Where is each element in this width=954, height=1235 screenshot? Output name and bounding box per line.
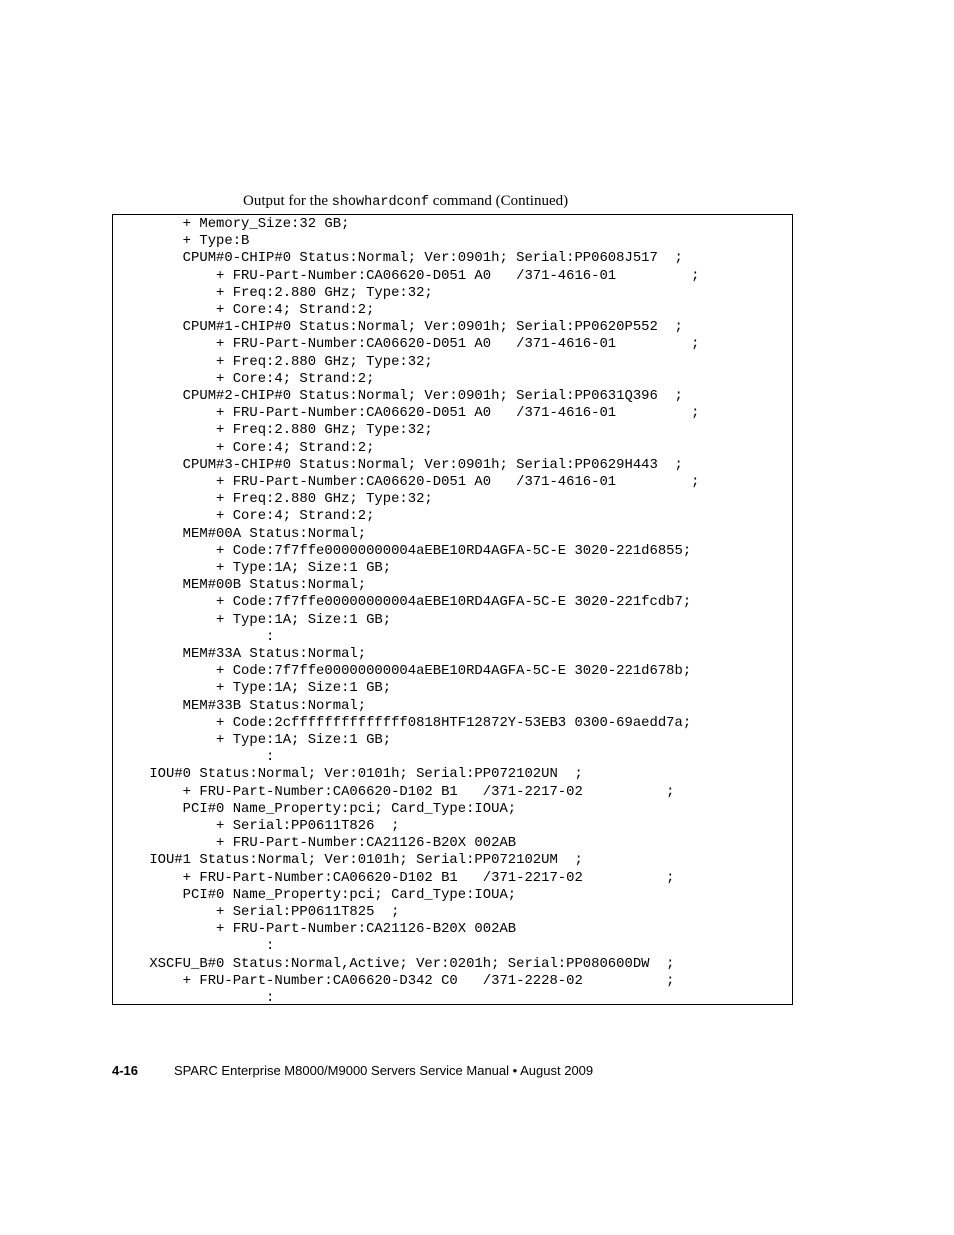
code-line: + FRU-Part-Number:CA06620-D051 A0 /371-4616-01 ;	[116, 336, 700, 353]
code-line: + FRU-Part-Number:CA21126-B20X 002AB	[116, 835, 517, 852]
code-line: + Type:1A; Size:1 GB;	[116, 611, 392, 628]
code-line: + FRU-Part-Number:CA06620-D051 A0 /371-4616-01 ;	[116, 474, 700, 490]
caption-suffix: command (Continued)	[428, 193, 569, 209]
code-line: + Core:4; Strand:2;	[116, 439, 375, 456]
caption-command: showhardconf	[331, 195, 429, 210]
code-line: + Type:B	[116, 233, 250, 250]
code-line: PCI#0 Name_Property:pci; Card_Type:IOUA;	[116, 886, 517, 903]
code-line: + FRU-Part-Number:CA06620-D051 A0 /371-4616-01 ;	[116, 267, 700, 284]
code-line: :	[116, 990, 275, 1005]
code-line: CPUM#0-CHIP#0 Status:Normal; Ver:0901h; Serial:PP0608J517 ;	[116, 250, 683, 267]
footer-separator: •	[512, 1063, 518, 1078]
code-line: :	[116, 938, 275, 955]
code-line: + FRU-Part-Number:CA06620-D051 A0 /371-4616-01 ;	[116, 405, 700, 422]
code-line: + Memory_Size:32 GB;	[116, 216, 350, 232]
code-line: + FRU-Part-Number:CA06620-D102 B1 /371-2217-02 ;	[116, 869, 675, 886]
code-listing-box	[112, 214, 793, 1005]
code-line: + Serial:PP0611T826 ;	[116, 818, 400, 834]
page-footer	[112, 1063, 593, 1079]
code-caption	[243, 191, 568, 213]
code-line: + Code:7f7ffe00000000004aEBE10RD4AGFA-5C-E 3020-221d678b;	[116, 663, 692, 680]
code-line: + Serial:PP0611T825 ;	[116, 904, 400, 920]
code-line: + Freq:2.880 GHz; Type:32;	[116, 353, 433, 370]
code-line: + Type:1A; Size:1 GB;	[116, 560, 392, 576]
code-line: + Freq:2.880 GHz; Type:32;	[116, 422, 433, 439]
code-line: + Core:4; Strand:2;	[116, 302, 375, 318]
code-line: CPUM#2-CHIP#0 Status:Normal; Ver:0901h; Serial:PP0631Q396 ;	[116, 388, 683, 404]
code-line: IOU#1 Status:Normal; Ver:0101h; Serial:PP072102UM ;	[116, 852, 583, 869]
code-line: PCI#0 Name_Property:pci; Card_Type:IOUA;	[116, 800, 517, 817]
code-line: + Code:7f7ffe00000000004aEBE10RD4AGFA-5C-E 3020-221d6855;	[116, 542, 692, 559]
code-line: + FRU-Part-Number:CA21126-B20X 002AB	[116, 921, 517, 938]
code-line: + Code:7f7ffe00000000004aEBE10RD4AGFA-5C-E 3020-221fcdb7;	[116, 594, 692, 611]
code-line: IOU#0 Status:Normal; Ver:0101h; Serial:PP072102UN ;	[116, 766, 583, 783]
publication-date: August 2009	[520, 1063, 594, 1078]
code-line: + Type:1A; Size:1 GB;	[116, 680, 392, 697]
code-line: + FRU-Part-Number:CA06620-D342 C0 /371-2228-02 ;	[116, 972, 675, 989]
code-line: MEM#33A Status:Normal;	[116, 646, 367, 662]
code-line: + Freq:2.880 GHz; Type:32;	[116, 491, 433, 508]
code-line: + Freq:2.880 GHz; Type:32;	[116, 284, 433, 301]
code-line: CPUM#1-CHIP#0 Status:Normal; Ver:0901h; Serial:PP0620P552 ;	[116, 319, 683, 336]
code-line: XSCFU_B#0 Status:Normal,Active; Ver:0201h; Serial:PP080600DW ;	[116, 955, 675, 972]
code-line: MEM#00A Status:Normal;	[116, 525, 367, 542]
manual-title: SPARC Enterprise M8000/M9000 Servers Service Manual	[174, 1063, 510, 1078]
caption-prefix: Output for the	[243, 193, 332, 209]
code-line: + Type:1A; Size:1 GB;	[116, 732, 392, 748]
code-line: MEM#33B Status:Normal;	[116, 697, 367, 714]
code-line: + Code:2cffffffffffffff0818HTF12872Y-53EB3 0300-69aedd7a;	[116, 714, 692, 731]
code-line: CPUM#3-CHIP#0 Status:Normal; Ver:0901h; Serial:PP0629H443 ;	[116, 456, 683, 473]
code-line: :	[116, 749, 275, 766]
code-line: + Core:4; Strand:2;	[116, 508, 375, 525]
code-line: + FRU-Part-Number:CA06620-D102 B1 /371-2217-02 ;	[116, 783, 675, 800]
code-line: :	[116, 628, 275, 645]
code-line: + Core:4; Strand:2;	[116, 370, 375, 387]
code-line: MEM#00B Status:Normal;	[116, 577, 367, 594]
page-number: 4-16	[112, 1063, 139, 1078]
